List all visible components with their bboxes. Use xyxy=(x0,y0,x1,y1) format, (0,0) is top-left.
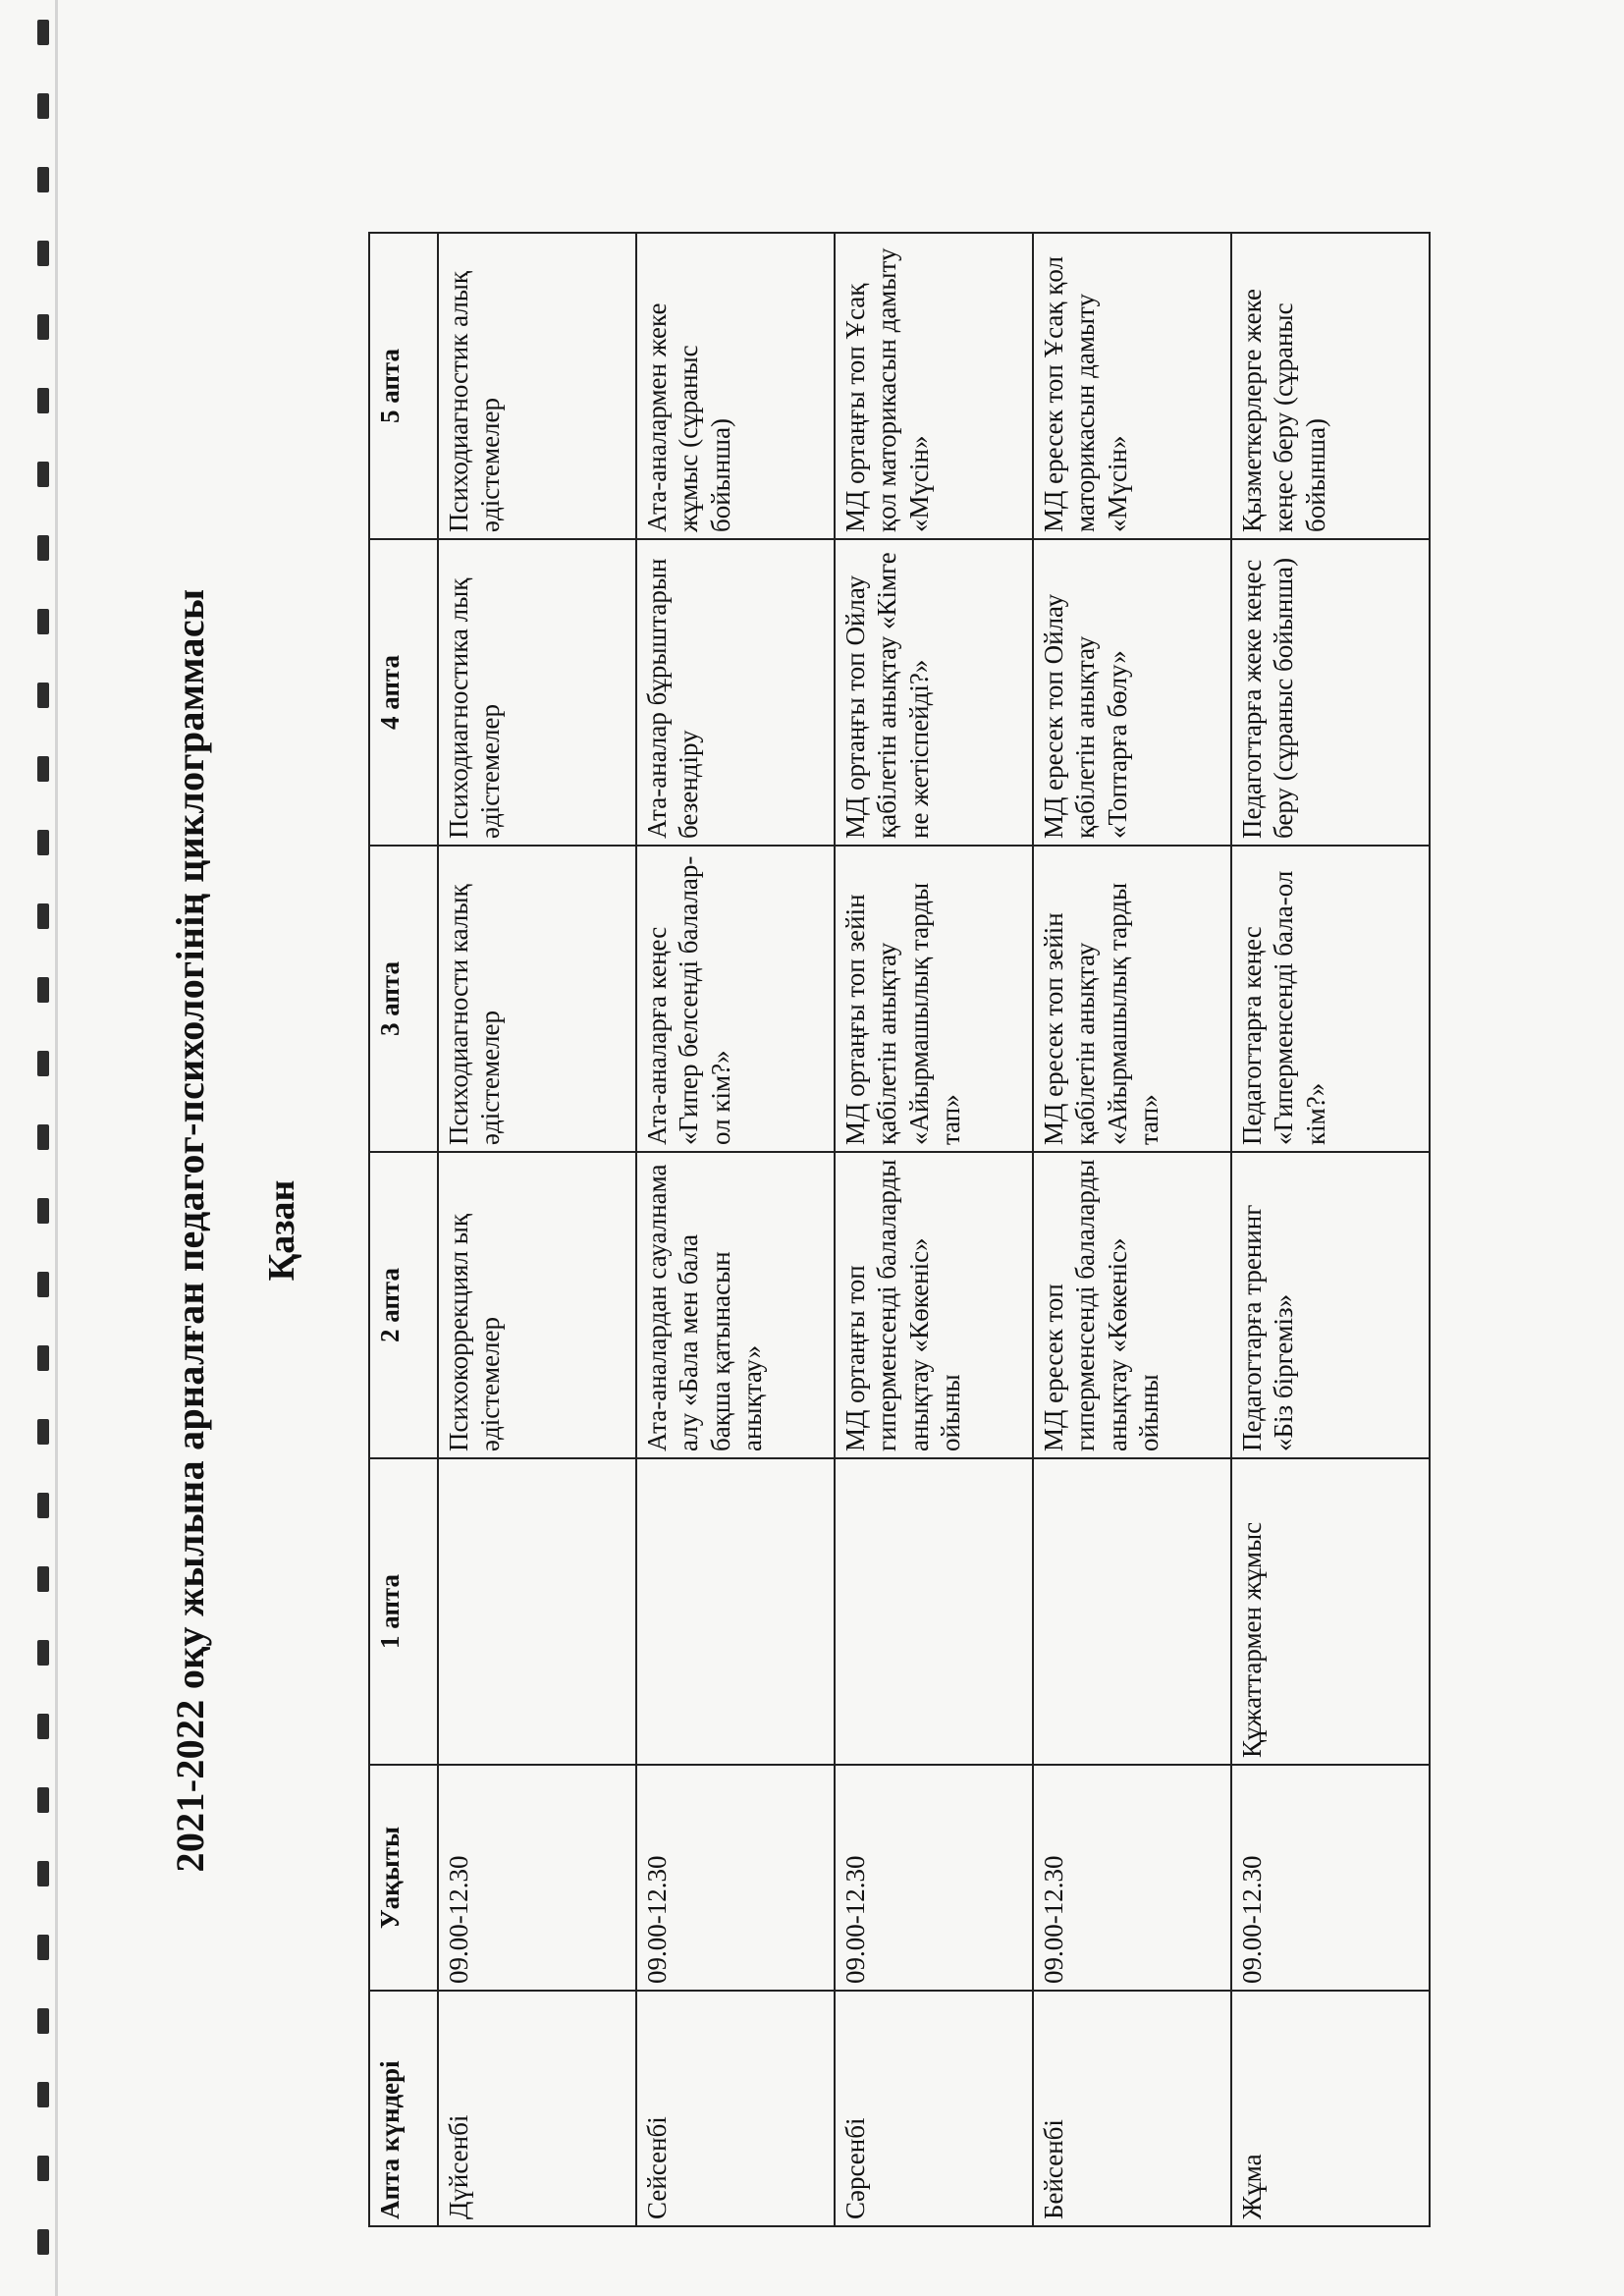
week-1-cell xyxy=(1033,1458,1231,1765)
table-row-monday xyxy=(438,233,636,2226)
header-week-4: 4 апта xyxy=(369,539,438,846)
week-1-cell: Құжаттармен жұмыс xyxy=(1231,1458,1430,1765)
week-2-cell: МД ересек топ гиперменсенді балаларды анықтау «Көкеніс» ойыны xyxy=(1033,1152,1231,1458)
day-cell: Сәрсенбі xyxy=(835,1991,1033,2226)
binder-hole xyxy=(37,2008,49,2034)
time-cell: 09.00-12.30 xyxy=(1033,1765,1231,1991)
binder-hole xyxy=(37,1198,49,1224)
binder-hole xyxy=(37,167,49,192)
day-cell: Бейсенбі xyxy=(1033,1991,1231,2226)
binder-hole xyxy=(37,609,49,634)
day-cell: Сейсенбі xyxy=(636,1991,835,2226)
binder-edge xyxy=(37,0,59,2296)
time-cell: 09.00-12.30 xyxy=(1231,1765,1430,1991)
header-time: Уақыты xyxy=(369,1765,438,1991)
binder-hole xyxy=(37,756,49,782)
binder-hole xyxy=(37,1935,49,1960)
week-5-cell: МД ортаңғы топ Ұсақ қол маторикасын дамыту «Мүсін» xyxy=(835,233,1033,539)
binder-hole xyxy=(37,830,49,855)
week-4-cell: Психодиагностика лық әдістемелер xyxy=(438,539,636,846)
binder-hole xyxy=(37,2229,49,2255)
binder-hole xyxy=(37,1714,49,1739)
binder-hole xyxy=(37,2082,49,2107)
week-3-cell: Психодиагности калық әдістемелер xyxy=(438,846,636,1152)
header-row xyxy=(369,233,438,2226)
week-4-cell: Ата-аналар бұрыштарын безендіру xyxy=(636,539,835,846)
binder-hole xyxy=(37,241,49,266)
header-week-2: 2 апта xyxy=(369,1152,438,1458)
week-2-cell: Психокоррекциял ық әдістемелер xyxy=(438,1152,636,1458)
header-week-5: 5 апта xyxy=(369,233,438,539)
binder-hole xyxy=(37,977,49,1003)
table-row-friday xyxy=(1231,233,1430,2226)
table-row-tuesday xyxy=(636,233,835,2226)
time-cell: 09.00-12.30 xyxy=(438,1765,636,1991)
week-4-cell: Педагогтарға жеке кеңес беру (сұраныс бойынша) xyxy=(1231,539,1430,846)
week-3-cell: Педагогтарға кеңес «Гиперменсенді бала-ол кім?» xyxy=(1231,846,1430,1152)
binder-hole xyxy=(37,314,49,340)
document-page xyxy=(157,165,1434,2296)
binder-hole xyxy=(37,388,49,413)
week-2-cell: Ата-аналардан сауалнама алу «Бала мен бала бақша қатынасын анықтау» xyxy=(636,1152,835,1458)
schedule-table xyxy=(368,232,1431,2227)
binder-hole xyxy=(37,535,49,561)
week-3-cell: МД ортаңғы топ зейін қабілетін анықтау «Айырмашылық тарды тап» xyxy=(835,846,1033,1152)
binder-hole xyxy=(37,462,49,487)
week-5-cell: Қызметкерлерге жеке кеңес беру (сұраныс бойынша) xyxy=(1231,233,1430,539)
binder-hole xyxy=(37,1640,49,1666)
week-1-cell xyxy=(438,1458,636,1765)
binder-hole xyxy=(37,1566,49,1592)
week-1-cell xyxy=(835,1458,1033,1765)
week-5-cell: Ата-аналармен жеке жұмыс (сұраныс бойынша) xyxy=(636,233,835,539)
binder-hole xyxy=(37,1493,49,1518)
binder-hole xyxy=(37,1345,49,1371)
week-5-cell: Психодиагностик алық әдістемелер xyxy=(438,233,636,539)
week-3-cell: Ата-аналарға кеңес «Гипер белсенді балалар-ол кім?» xyxy=(636,846,835,1152)
header-days: Апта күндері xyxy=(369,1991,438,2226)
binder-hole xyxy=(37,903,49,929)
month-title: Қазан xyxy=(261,1179,302,1282)
week-4-cell: МД ортаңғы топ Ойлау қабілетін анықтау «Кімге не жетіспейді?» xyxy=(835,539,1033,846)
header-week-3: 3 апта xyxy=(369,846,438,1152)
binder-hole xyxy=(37,1861,49,1886)
day-cell: Дүйсенбі xyxy=(438,1991,636,2226)
header-week-1: 1 апта xyxy=(369,1458,438,1765)
week-2-cell: Педагогтарға тренинг «Біз біргеміз» xyxy=(1231,1152,1430,1458)
time-cell: 09.00-12.30 xyxy=(636,1765,835,1991)
table-row-thursday xyxy=(1033,233,1231,2226)
day-cell: Жұма xyxy=(1231,1991,1430,2226)
binder-hole xyxy=(37,1272,49,1297)
binder-hole xyxy=(37,1124,49,1150)
time-cell: 09.00-12.30 xyxy=(835,1765,1033,1991)
page-edge-line xyxy=(55,0,58,2296)
week-5-cell: МД ересек топ Ұсақ қол маторикасын дамыту «Мүсін» xyxy=(1033,233,1231,539)
binder-hole xyxy=(37,93,49,119)
binder-hole xyxy=(37,20,49,45)
week-4-cell: МД ересек топ Ойлау қабілетін анықтау «Топтарға бөлу» xyxy=(1033,539,1231,846)
week-2-cell: МД ортаңғы топ гиперменсенді балаларды анықтау «Көкеніс» ойыны xyxy=(835,1152,1033,1458)
week-3-cell: МД ересек топ зейін қабілетін анықтау «Айырмашылық тарды тап» xyxy=(1033,846,1231,1152)
binder-hole xyxy=(37,1419,49,1445)
week-1-cell xyxy=(636,1458,835,1765)
table-row-wednesday xyxy=(835,233,1033,2226)
binder-hole xyxy=(37,1787,49,1813)
binder-hole xyxy=(37,1051,49,1076)
binder-hole xyxy=(37,683,49,708)
binder-hole xyxy=(37,2156,49,2181)
document-title: 2021-2022 оқу жылына арналған педагог-психологінің циклограммасы xyxy=(168,588,212,1873)
